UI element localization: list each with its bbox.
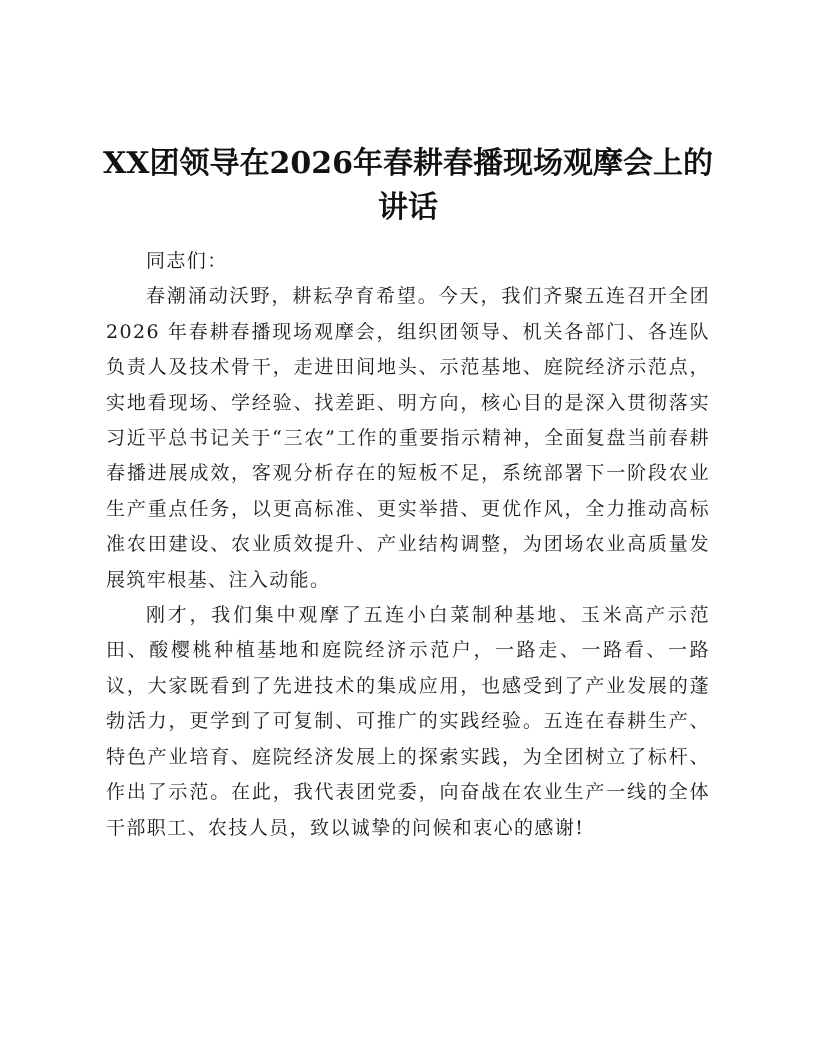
salutation: 同志们： bbox=[146, 250, 228, 272]
document-body bbox=[106, 244, 710, 846]
paragraph-2: 刚才，我们集中观摩了五连小白菜制种基地、玉米高产示范田、酸樱桃种植基地和庭院经济示范户，一路走、一路看、一路议，大家既看到了先进技术的集成应用，也感受到了产业发展的蓬勃活力，更学到了可复制、可推广的实践经验。五连在春耕生产、特色产业培育、庭院经济发展上的探索实践，为全团树立了标杆、作出了示范。在此，我代表团党委，向奋战在农业生产一线的全体干部职工、农技人员，致以诚挚的问候和衷心的感谢! bbox=[106, 604, 710, 839]
document-title: XX团领导在2026年春耕春播现场观摩会上的讲话 bbox=[102, 146, 714, 225]
paragraph-1: 春潮涌动沃野，耕耘孕育希望。今天，我们齐聚五连召开全团 2026 年春耕春播现场观摩会，组织团领导、机关各部门、各连队负责人及技术骨干，走进田间地头、示范基地、庭院经济示范点，实地看现场、学经验、找差距、明方向，核心目的是深入贯彻落实习近平总书记关于“三农”工作的重要指示精神，全面复盘当前春耕春播进展成效，客观分析存在的短板不足，系统部署下一阶段农业生产重点任务，以更高标准、更实举措、更优作风，全力推动高标准农田建设、农业质效提升、产业结构调整，为团场农业高质量发展筑牢根基、注入动能。 bbox=[106, 285, 710, 591]
